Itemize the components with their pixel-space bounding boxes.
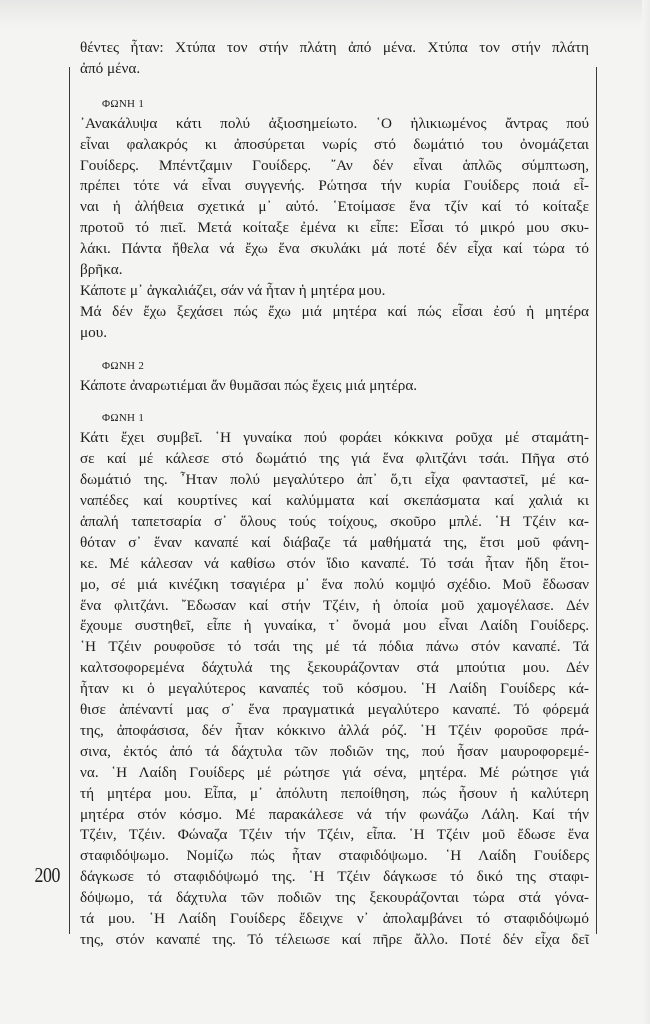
text-line: ῾Η Τζέιν ρουφοῦσε τό τσάι της μέ τά πόδια πάνω στόν καναπέ. Τά xyxy=(80,638,589,656)
speaker-label: ΦΩΝΗ 1 xyxy=(102,97,145,110)
text-line: Κάποτε ἀναρωτιέμαι ἄν θυμᾶσαι πώς ἔχεις μιά μητέρα. xyxy=(80,376,418,394)
text-line: δόψωμο, τά δάχτυλα τῶν ποδιῶν της ξεκουράζονται τώρα στά γόνα- xyxy=(80,889,589,907)
text-line: της, στόν καναπέ της. Τό τέλειωσε καί πῆρε ἄλλο. Ποτέ δέν εἶχα δεῖ xyxy=(80,930,589,948)
text-line: ἔχουμε συστηθεῖ, εἶπε ἡ γυναίκα, τ᾿ ὄνομά μου εἶναι Λαίδη Γουίδερς. xyxy=(80,617,589,635)
text-line: να. ῾Η Λαίδη Γουίδερς μέ ρώτησε γιά σένα, μητέρα. Μέ ρώτησε γιά xyxy=(80,763,589,781)
text-line: θόταν σ᾿ ἕναν καναπέ καί διάβαζε τά μαθήματά της, ἔτσι μοῦ φάνη- xyxy=(80,533,589,551)
speaker-label: ΦΩΝΗ 2 xyxy=(102,359,145,372)
page-text xyxy=(80,38,589,951)
text-line: ἀπό μένα. xyxy=(80,59,141,77)
text-line: κε. Μέ κάλεσαν νά καθίσω στόν ἴδιο καναπέ. Τό τσάι ἦταν ἤδη ἕτοι- xyxy=(80,554,589,572)
text-line: Μά δέν ἔχω ξεχάσει πώς ἔχω μιά μητέρα καί πώς εἶσαι ἐσύ ἡ μητέρα xyxy=(80,302,589,320)
text-line: βρῆκα. xyxy=(80,261,123,279)
text-line: προτοῦ τό πιεῖ. Μετά κοίταξε ἐμένα κι εἶπε: Εἶσαι τό μικρό μου σκυ- xyxy=(80,219,589,237)
text-line: σινα, ἐκτός ἀπό τά δάχτυλα τῶν ποδιῶν της, πού ἦσαν μαυροφορεμέ- xyxy=(80,742,589,760)
text-line: ἕνα φλιτζάνι. ῎Εδωσαν καί στήν Τζέιν, ἡ ὁποία μοῦ χαμογέλασε. Δέν xyxy=(80,596,589,614)
text-line: καλτσοφορεμένα δάχτυλά της ξεκουράζονταν στά μπούτια μου. Δέν xyxy=(80,659,589,677)
text-line: ἁπαλή ταπετσαρία σ᾿ ὅλους τούς τοίχους, σκοῦρο μπλέ. ῾Η Τζέιν κα- xyxy=(80,513,589,531)
text-line: μου. xyxy=(80,323,108,341)
text-line: εἶναι φαλακρός κι ἀποσύρεται νωρίς στό δωμάτιό του ὀνομάζεται xyxy=(80,135,589,153)
text-line: Κάτι ἔχει συμβεῖ. ῾Η γυναίκα πού φοράει κόκκινα ροῦχα μέ σταμάτη- xyxy=(80,429,589,447)
text-line: πρέπει τότε νά εἶναι συγγενής. Ρώτησα τήν κυρία Γουίδερς ποιά εἶ- xyxy=(80,177,589,195)
page-number: 200 xyxy=(34,863,60,887)
text-line: Γουίδερς. Μπέντζαμιν Γουίδερς. ῎Αν δέν εἶναι ἁπλῶς σύμπτωση, xyxy=(80,156,589,174)
right-margin-rule xyxy=(596,67,597,934)
text-line: ἦταν κι ὁ μεγαλύτερος καναπές τοῦ κόσμου. ῾Η Λαίδη Γουίδερς κά- xyxy=(80,680,589,698)
text-line: μο, σέ μιά κινέζικη τσαγιέρα μ᾿ ἕνα πολύ κομψό σχέδιο. Μοῦ ἔδωσαν xyxy=(80,575,589,593)
text-line: ναι ἡ ἀλήθεια σχετικά μ᾿ αὐτό. ῾Ετοίμασε ἕνα τζίν καί τό κοίταξε xyxy=(80,198,589,216)
voice-section xyxy=(80,356,589,397)
text-line: ναπέδες καί κουρτίνες καί καλύμματα καί σκεπάσματα καί χαλιά κι xyxy=(80,492,589,510)
text-line: λάκι. Πάντα ἤθελα νά ἔχω ἕνα σκυλάκι μά ποτέ δέν εἶχα καί τώρα τό xyxy=(80,240,589,258)
text-line: Κάποτε μ᾿ ἀγκαλιάζει, σάν νά ἦταν ἡ μητέρα μου. xyxy=(80,281,386,299)
continuation-paragraph xyxy=(80,38,589,80)
text-line: Τζέιν, Τζέιν. Φώναζα Τζέιν τήν Τζέιν, εἶπα. ῾Η Τζέιν μοῦ ἔδωσε ἕνα xyxy=(80,826,589,844)
text-line: τή μητέρα μου. Εἶπα, μ᾿ ἀπόλυτη πεποίθηση, πώς ἦσουν ἡ καλύτερη xyxy=(80,784,589,802)
text-line: μητέρα στόν κόσμο. Μέ παρακάλεσε νά τήν φωνάζω Λάλη. Καί τήν xyxy=(80,805,589,823)
scan-top-shadow xyxy=(0,0,650,30)
speaker-label: ΦΩΝΗ 1 xyxy=(102,412,145,425)
text-line: θισε ἀπέναντί μας σ᾿ ἕνα πραγματικά μεγαλύτερο καναπέ. Τό φόρεμά xyxy=(80,701,589,719)
text-line: σταφιδόψωμο. Νομίζω πώς ἦταν σταφιδόψωμο. ῾Η Λαίδη Γουίδερς xyxy=(80,847,589,865)
text-line: της, ἀποφάσισα, δέν ἦταν κόκκινο ἀλλά ρόζ. ῾Η Τζέιν φοροῦσε πρά- xyxy=(80,721,589,739)
text-line: θέντες ἦταν: Χτύπα τον στήν πλάτη ἀπό μένα. Χτύπα τον στήν πλάτη xyxy=(80,39,589,56)
left-margin-rule xyxy=(69,67,70,934)
voice-section xyxy=(80,408,589,950)
text-line: σε καί μέ κάλεσε στό δωμάτιό της γιά ἕνα φλιτζάνι τσάι. Πῆγα στό xyxy=(80,450,589,468)
text-line: δωμάτιό της. ῏Ηταν πολύ μεγαλύτερο ἀπ᾿ ὅ,τι εἶχα φανταστεῖ, μέ κα- xyxy=(80,471,589,489)
text-line: δάγκωσε τό σταφιδόψωμό της. ῾Η Τζέιν δάγκωσε τό δικό της σταφι- xyxy=(80,868,589,886)
scan-right-edge xyxy=(642,0,650,1024)
text-line: τά μου. ῾Η Λαίδη Γουίδερς ἔδειχνε ν᾿ ἀπολαμβάνει τό σταφιδόψωμό xyxy=(80,909,589,927)
voice-section xyxy=(80,94,589,344)
text-line: ᾿Ανακάλυψα κάτι πολύ ἀξιοσημείωτο. ῾Ο ἡλικιωμένος ἄντρας πού xyxy=(80,114,589,132)
